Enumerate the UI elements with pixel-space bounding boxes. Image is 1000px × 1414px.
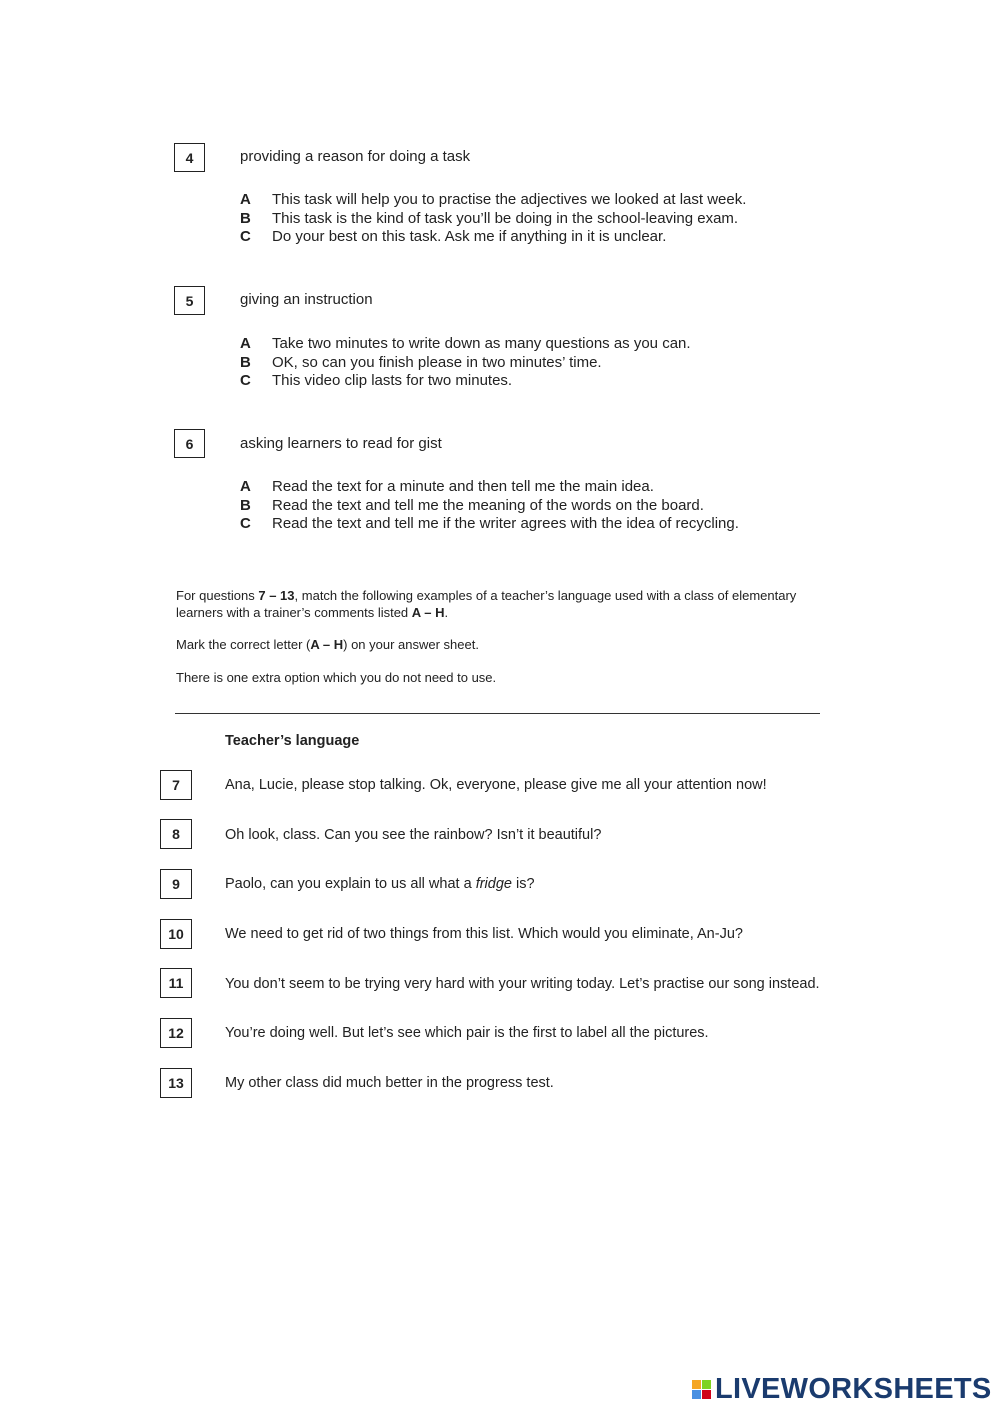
option: A This task will help you to practise the adjectives we looked at last week. <box>240 191 747 208</box>
teacher-language-item: Ana, Lucie, please stop talking. Ok, everyone, please give me all your attention now! <box>225 777 767 793</box>
instructions-mark: Mark the correct letter (A – H) on your answer sheet. <box>176 637 479 652</box>
teacher-language-item: Oh look, class. Can you see the rainbow? Isn’t it beautiful? <box>225 827 602 843</box>
options-list <box>240 478 739 534</box>
logo-square-icon <box>692 1380 701 1389</box>
teacher-language-item: My other class did much better in the progress test. <box>225 1075 554 1091</box>
question-number-box: 4 <box>174 143 205 172</box>
logo-mark-icon <box>692 1380 711 1399</box>
question-number-box: 6 <box>174 429 205 458</box>
option: C This video clip lasts for two minutes. <box>240 372 513 389</box>
option: B OK, so can you finish please in two minutes’ time. <box>240 353 602 371</box>
logo-square-icon <box>702 1390 711 1399</box>
item-number-box: 10 <box>160 919 192 949</box>
instructions-match: For questions 7 – 13, match the following examples of a teacher’s language used with a class of elementary learners with a trainer’s comments listed A – H. <box>176 588 797 620</box>
teacher-language-item: You don’t seem to be trying very hard with your writing today. Let’s practise our song instead. <box>225 976 820 992</box>
teacher-language-item: Paolo, can you explain to us all what a fridge is? <box>225 876 535 892</box>
item-number-box: 11 <box>160 968 192 998</box>
liveworksheets-logo <box>692 1372 992 1406</box>
question-number-box: 5 <box>174 286 205 315</box>
item-number-box: 12 <box>160 1018 192 1048</box>
item-number-box: 8 <box>160 819 192 849</box>
section-heading: Teacher’s language <box>225 733 360 749</box>
item-number-box: 9 <box>160 869 192 899</box>
option: C Read the text and tell me if the writer agrees with the idea of recycling. <box>240 515 739 532</box>
question-prompt: giving an instruction <box>240 291 373 308</box>
teacher-language-item: We need to get rid of two things from this list. Which would you eliminate, An-Ju? <box>225 926 743 942</box>
option: B This task is the kind of task you’ll be doing in the school-leaving exam. <box>240 209 739 227</box>
item-number-box: 7 <box>160 770 192 800</box>
option: B Read the text and tell me the meaning of the words on the board. <box>240 496 704 514</box>
question-prompt: asking learners to read for gist <box>240 435 442 452</box>
logo-text: LIVEWORKSHEETS <box>715 1372 992 1405</box>
instructions-extra: There is one extra option which you do not need to use. <box>176 670 497 685</box>
options-list <box>240 335 691 391</box>
item-number-box: 13 <box>160 1068 192 1098</box>
option: A Read the text for a minute and then tell me the main idea. <box>240 478 654 495</box>
option: C Do your best on this task. Ask me if anything in it is unclear. <box>240 228 667 245</box>
question-prompt: providing a reason for doing a task <box>240 148 471 165</box>
logo-square-icon <box>702 1380 711 1389</box>
logo-square-icon <box>692 1390 701 1399</box>
divider <box>175 713 820 714</box>
teacher-language-item: You’re doing well. But let’s see which pair is the first to label all the pictures. <box>225 1025 709 1041</box>
option: A Take two minutes to write down as many questions as you can. <box>240 335 691 352</box>
options-list <box>240 191 746 247</box>
